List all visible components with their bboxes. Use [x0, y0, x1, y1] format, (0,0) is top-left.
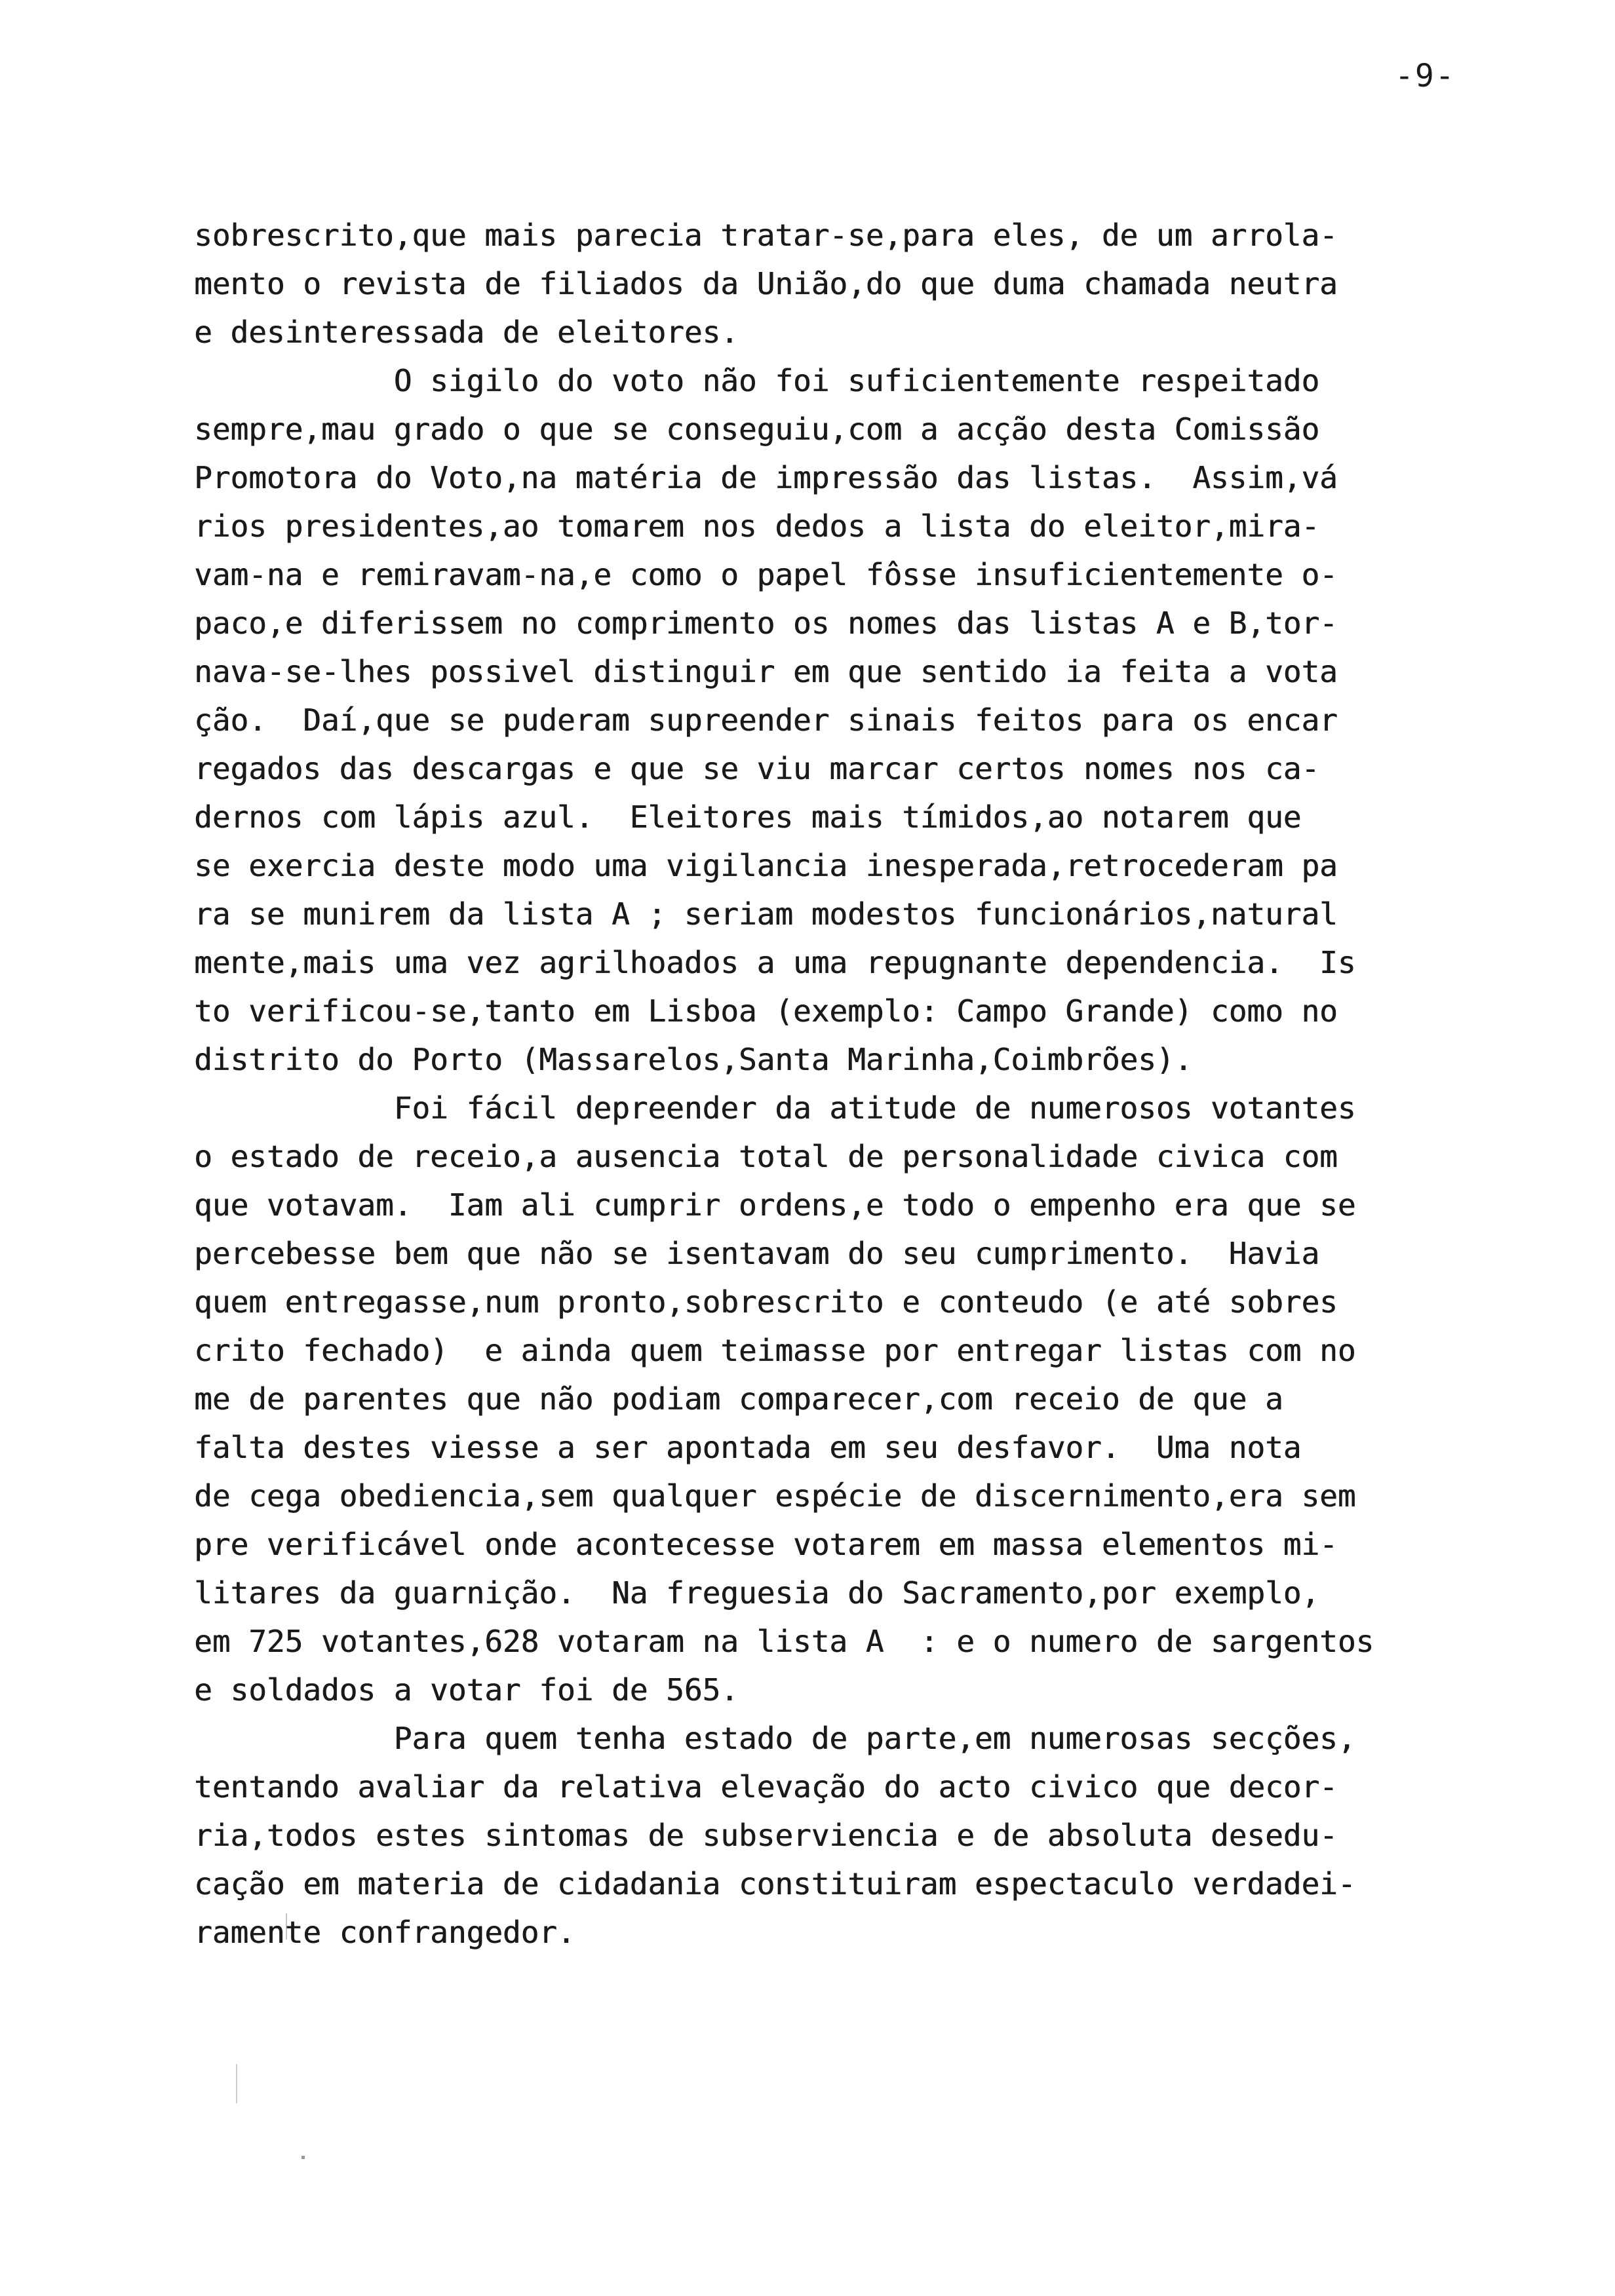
text-line: dernos com lápis azul. Eleitores mais tímidos,ao notarem que [194, 799, 1302, 835]
text-line: se exercia deste modo uma vigilancia inesperada,retrocederam pa [194, 848, 1338, 883]
text-line: me de parentes que não podiam comparecer,com receio de que a [194, 1381, 1283, 1417]
stray-mark [302, 2156, 305, 2159]
text-line: que votavam. Iam ali cumprir ordens,e todo o empenho era que se [194, 1187, 1356, 1223]
text-line: vam-na e remiravam-na,e como o papel fôsse insuficientemente o- [194, 557, 1338, 592]
text-line: falta destes viesse a ser apontada em seu desfavor. Uma nota [194, 1430, 1302, 1465]
text-line: de cega obediencia,sem qualquer espécie de discernimento,era sem [194, 1478, 1356, 1514]
text-line: litares da guarnição. Na freguesia do Sacramento,por exemplo, [194, 1575, 1320, 1611]
text-line: ção. Daí,que se puderam supreender sinais feitos para os encar [194, 702, 1338, 738]
text-line: e soldados a votar foi de 565. [194, 1672, 739, 1708]
text-line: O sigilo do voto não foi suficientemente respeitado [194, 363, 1320, 398]
text-line: Para quem tenha estado de parte,em numerosas secções, [194, 1721, 1356, 1756]
text-line: ramente confrangedor. [194, 1915, 575, 1950]
text-line: nava-se-lhes possivel distinguir em que sentido ia feita a vota [194, 654, 1338, 689]
text-line: em 725 votantes,628 votaram na lista A : e o numero de sargentos [194, 1624, 1374, 1659]
page-number: -9- [1395, 58, 1456, 94]
text-line: distrito do Porto (Massarelos,Santa Marinha,Coimbrões). [194, 1042, 1193, 1077]
text-line: cação em materia de cidadania constituiram espectaculo verdadei- [194, 1866, 1356, 1902]
typed-document-body [194, 211, 1452, 1957]
text-line: quem entregasse,num pronto,sobrescrito e conteudo (e até sobres [194, 1284, 1338, 1320]
text-line: crito fechado) e ainda quem teimasse por entregar listas com no [194, 1333, 1356, 1368]
stray-mark [236, 2064, 237, 2103]
text-line: o estado de receio,a ausencia total de personalidade civica com [194, 1139, 1338, 1174]
text-line: percebesse bem que não se isentavam do seu cumprimento. Havia [194, 1236, 1320, 1271]
text-line: mento o revista de filiados da União,do que duma chamada neutra [194, 266, 1338, 301]
text-line: Foi fácil depreender da atitude de numerosos votantes [194, 1090, 1356, 1126]
text-line: sempre,mau grado o que se conseguiu,com a acção desta Comissão [194, 411, 1320, 447]
text-line: ria,todos estes sintomas de subserviencia e de absoluta desedu- [194, 1818, 1338, 1853]
text-line: pre verificável onde acontecesse votarem em massa elementos mi- [194, 1527, 1338, 1562]
text-line: regados das descargas e que se viu marcar certos nomes nos ca- [194, 751, 1320, 786]
text-line: e desinteressada de eleitores. [194, 315, 739, 350]
text-line: rios presidentes,ao tomarem nos dedos a lista do eleitor,mira- [194, 508, 1320, 544]
stray-mark [286, 1913, 287, 1940]
text-line: Promotora do Voto,na matéria de impressão das listas. Assim,vá [194, 460, 1338, 495]
text-line: tentando avaliar da relativa elevação do acto civico que decor- [194, 1769, 1338, 1805]
text-line: ra se munirem da lista A ; seriam modestos funcionários,natural [194, 896, 1338, 932]
text-line: to verificou-se,tanto em Lisboa (exemplo: Campo Grande) como no [194, 993, 1338, 1029]
text-line: mente,mais uma vez agrilhoados a uma repugnante dependencia. Is [194, 945, 1356, 980]
text-line: sobrescrito,que mais parecia tratar-se,para eles, de um arrola- [194, 218, 1338, 253]
text-line: paco,e diferissem no comprimento os nomes das listas A e B,tor- [194, 605, 1338, 641]
